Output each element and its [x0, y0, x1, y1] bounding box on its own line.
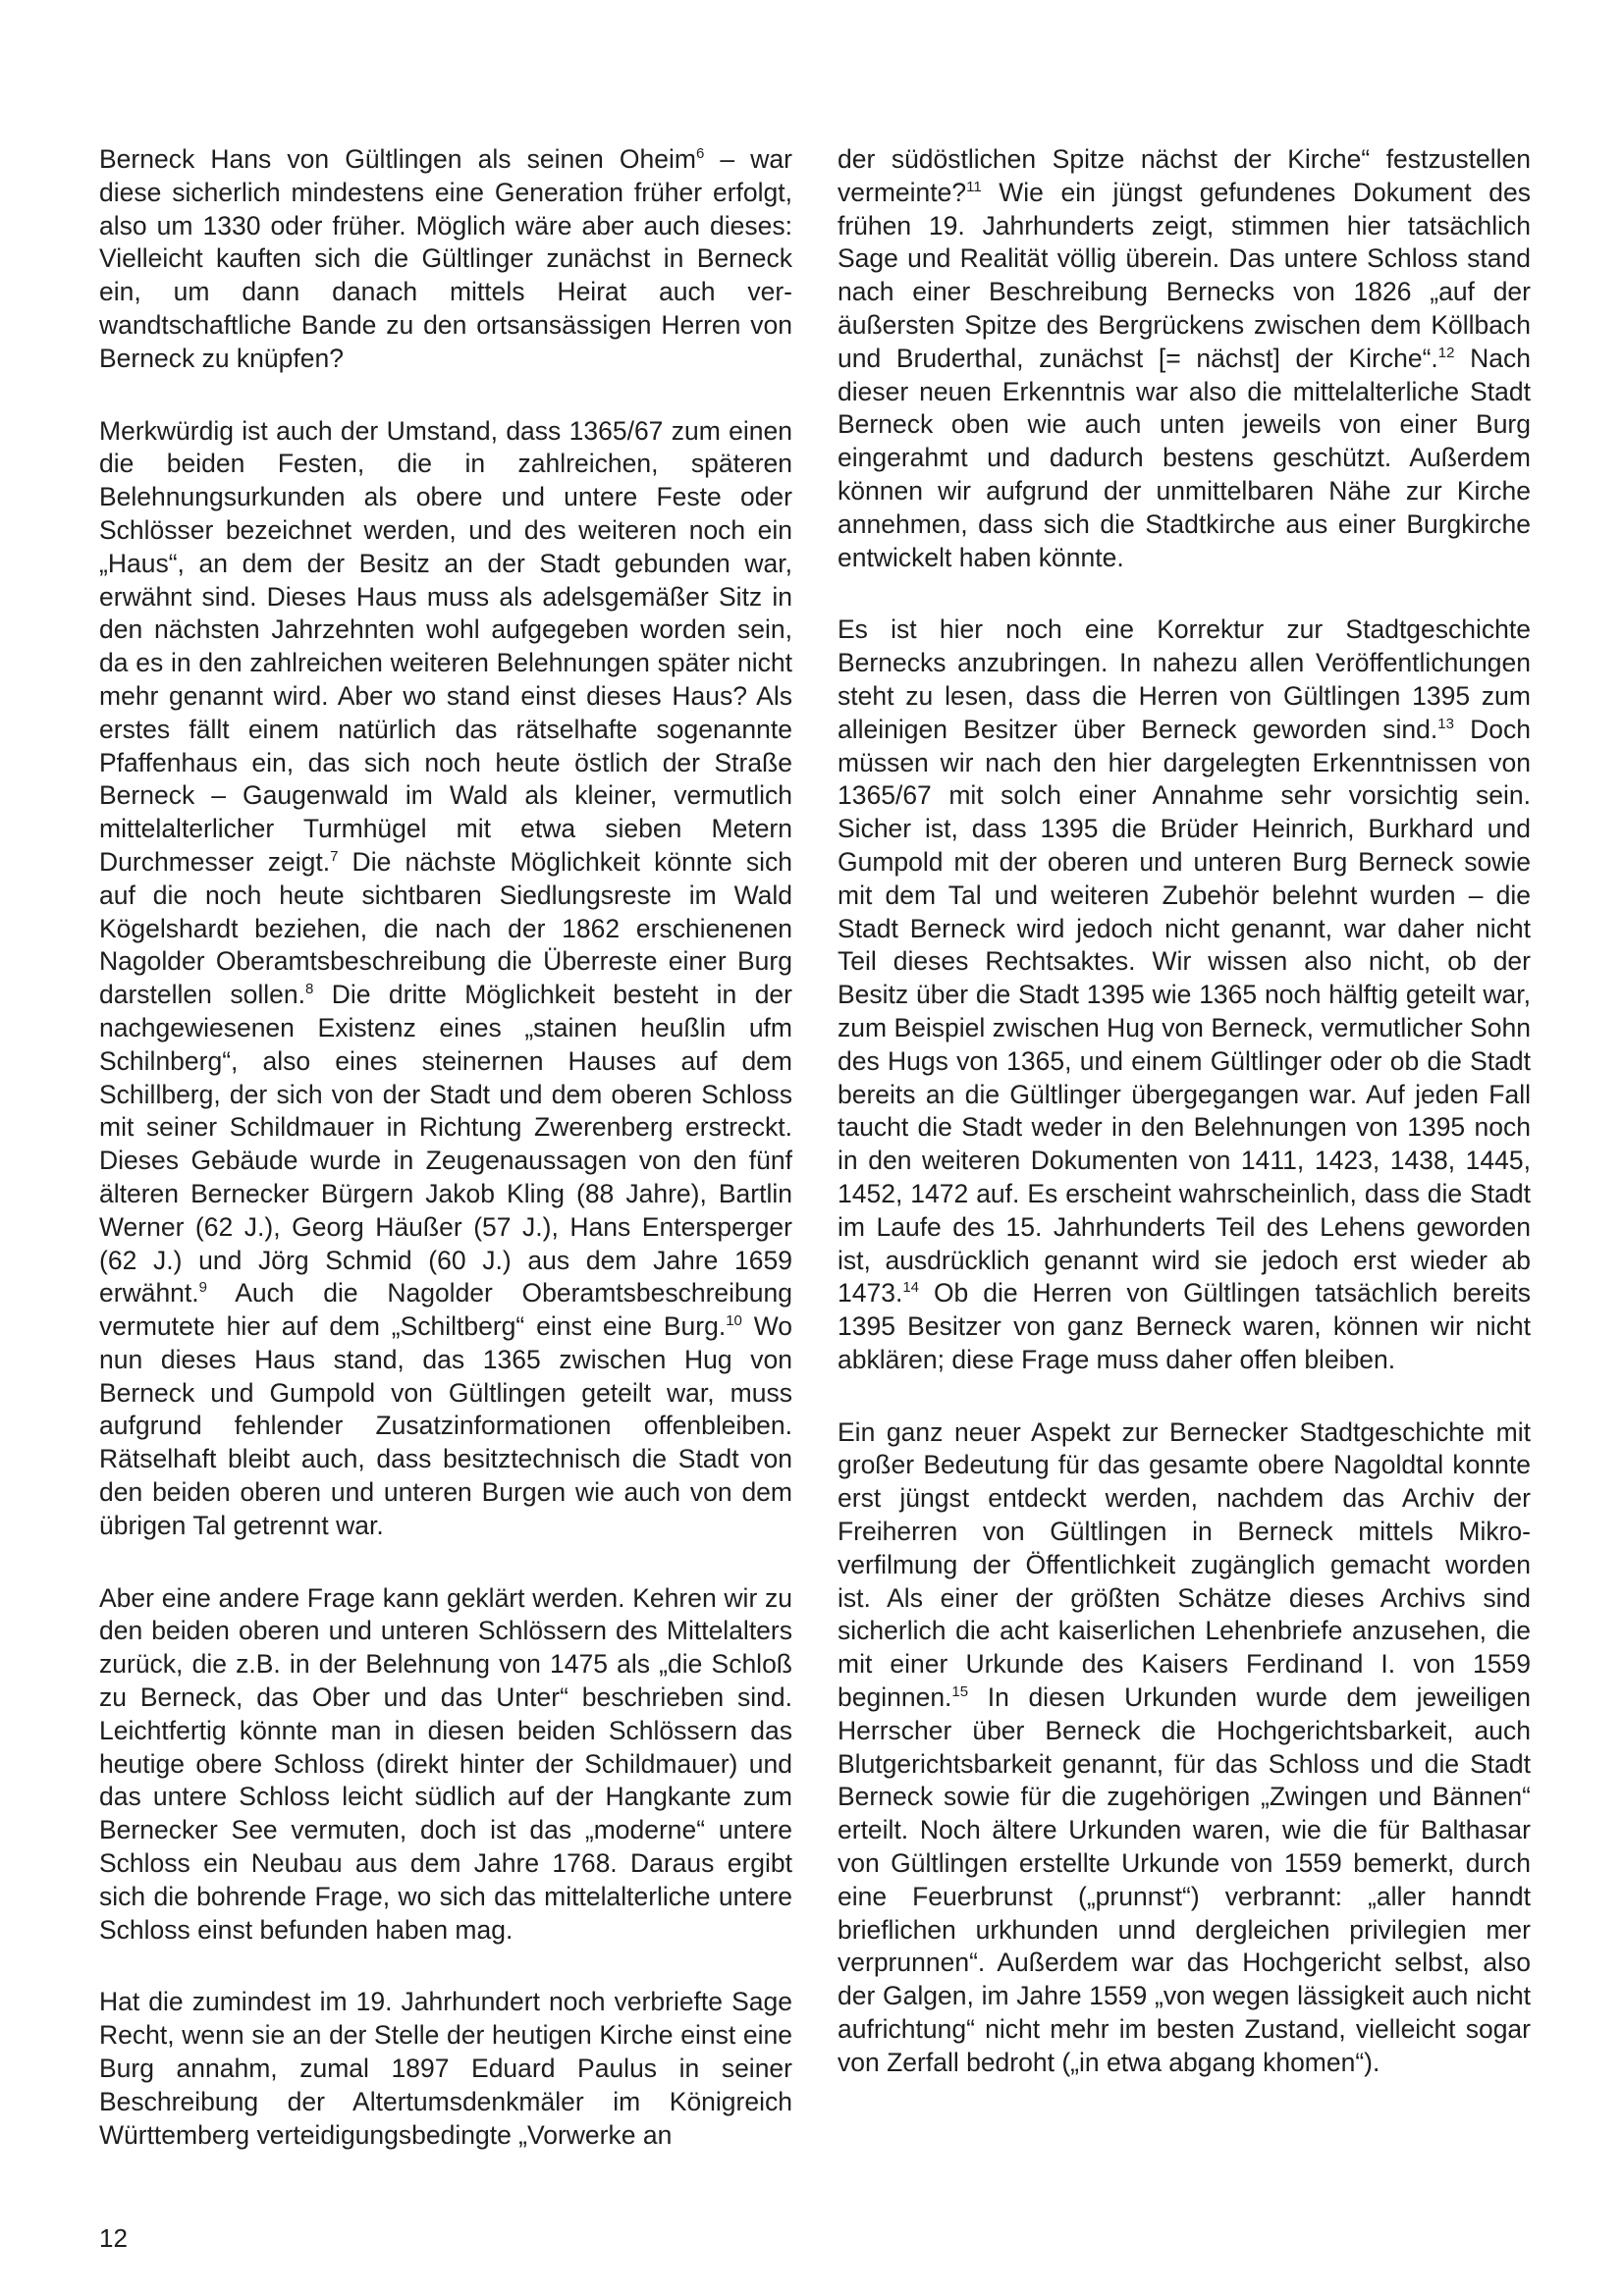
text-run: Ob die Herren von Gültlingen tatsächlich bereits 1395 Besitzer von ganz Berneck waren, können wir nicht abklären; diese Frage muss daher offen bleiben. — [838, 1278, 1531, 1374]
text-run: Die dritte Möglichkeit besteht in der nachgewiesenen Existenz eines „stainen heußlin ufm Schilnberg“, also eines steinernen Hauses auf dem Schillberg, der sich von der Stadt und dem oberen Schloss mit seiner Schildmauer in Richtung Zwerenberg erstreckt. Dieses Gebäude wurde in Zeugenaussagen von den fünf älteren Bernecker Bürgern Jakob Kling (88 Jahre), Bartlin Werner (62 J.), Georg Häußer (57 J.), Hans Entersperger (62 J.) und Jörg Schmid (60 J.) aus dem Jahre 1659 erwähnt. — [99, 980, 792, 1308]
paragraph — [99, 1582, 792, 1948]
footnote-ref: 6 — [695, 145, 705, 163]
text-run: Nach dieser neuen Erkenntnis war also die mittelalterliche Stadt Berneck oben wie auch unten jeweils von einer Burg eingerahmt und dadurch bestens geschützt. Außerdem können wir aufgrund der unmittelbaren Nähe zur Kirche annehmen, dass sich die Stadtkirche aus einer Burgkirche entwickelt haben könnte. — [838, 343, 1531, 572]
text-run: Merkwürdig ist auch der Umstand, dass 1365/67 zum einen die beiden Festen, die in zahlreichen, späteren Belehnungsurkunden als obere und untere Feste oder Schlösser bezeichnet werden, und des weiteren noch ein „Haus“, an dem der Besitz an der Stadt gebunden war, erwähnt sind. Dieses Haus muss als adelsgemäßer Sitz in den nächsten Jahrzehnten wohl aufgegeben worden sein, da es in den zahlreichen weiteren Belehnungen später nicht mehr genannt wird. Aber wo stand einst dieses Haus? Als erstes fällt einem natürlich das rätselhafte sogenannte Pfaffenhaus ein, das sich noch heute östlich der Straße Berneck – Gaugenwald im Wald als kleiner, vermutlich mittelalterlicher Turmhügel mit etwa sieben Metern Durchmesser zeigt. — [99, 415, 792, 877]
footnote-ref: 14 — [902, 1279, 920, 1297]
footnote-ref: 15 — [951, 1683, 969, 1701]
text-run: Ein ganz neuer Aspekt zur Bernecker Stadtgeschichte mit großer Bedeutung für das gesamte obere Nagoldtal konnte erst jüngst entdeckt werden, nachdem das Archiv der Freiherren von Gültlingen in Berneck mittels Mikroverfilmung der Öffentlichkeit zugänglich gemacht worden ist. Als einer der größten Schätze dieses Archivs sind sicherlich die acht kaiserlichen Lehenbriefe anzusehen, die mit einer Urkunde des Kaisers Ferdinand I. von 1559 beginnen. — [838, 1416, 1531, 1713]
text-run: Wie ein jüngst gefundenes Dokument des frühen 19. Jahrhunderts zeigt, stimmen hier tatsächlich Sage und Realität völlig überein. Das untere Schloss stand nach einer Beschreibung Bernecks von 1826 „auf der äußersten Spitze des Bergrückens zwischen dem Köllbach und Bruderthal, zunächst [= nächst] der Kirche“. — [838, 177, 1531, 373]
footnote-ref: 13 — [1437, 715, 1454, 732]
text-run: Berneck Hans von Gültlingen als seinen Oheim — [99, 144, 696, 174]
text-run: Aber eine andere Frage kann geklärt werden. Kehren wir zu den beiden oberen und unteren Schlössern des Mittelalters zurück, die z.B. in der Belehnung von 1475 als „die Schloß zu Berneck, das Ober und das Unter“ beschrieben sind. Leichtfertig könnte man in diesen beiden Schlössern das heutige obere Schloss (direkt hinter der Schildmauer) und das untere Schloss leicht südlich auf der Hangkante zum Bernecker See vermuten, doch ist das „moderne“ untere Schloss ein Neubau aus dem Jahre 1768. Daraus ergibt sich die bohrende Frage, wo sich das mittelalterliche untere Schloss einst befunden haben mag. — [99, 1582, 792, 1945]
text-run: Doch müssen wir nach den hier dargelegten Erkenntnissen von 1365/67 mit solch einer Annahme sehr vorsichtig sein. Sicher ist, dass 1395 die Brüder Heinrich, Burkhard und Gumpold mit der oberen und unteren Burg Berneck sowie mit dem Tal und weiteren Zubehör belehnt wurden – die Stadt Berneck wird jedoch nicht genannt, war daher nicht Teil dieses Rechtsaktes. Wir wissen also nicht, ob der Besitz über die Stadt 1395 wie 1365 noch hälftig geteilt war, zum Beispiel zwischen Hug von Berneck, vermutlicher Sohn des Hugs von 1365, und einem Gültlinger oder ob die Stadt bereits an die Gültlinger übergegangen war. Auf jeden Fall taucht die Stadt weder in den Belehnungen von 1395 noch in den weiteren Dokumenten von 1411, 1423, 1438, 1445, 1452, 1472 auf. Es erscheint wahrscheinlich, dass die Stadt im Laufe des 15. Jahrhunderts Teil des Lehens geworden ist, ausdrücklich genannt wird sie jedoch erst wieder ab 1473. — [838, 714, 1532, 1308]
left-column — [99, 143, 792, 2191]
text-run: Hat die zumindest im 19. Jahrhundert noch verbriefte Sage Recht, wenn sie an der Stelle der heutigen Kirche einst eine Burg annahm, zumal 1897 Eduard Paulus in seiner Beschreibung der Altertumsdenkmäler im Königreich Württemberg verteidigungsbedingte „Vorwerke an — [99, 1987, 792, 2150]
footnote-ref: 7 — [330, 848, 339, 866]
text-run: In diesen Urkunden wurde dem jeweiligen Herrscher über Berneck die Hochgerichtsbarkeit, auch Blutgerichtsbarkeit genannt, für das Schloss und die Stadt Berneck sowie für die zugehörigen „Zwingen und Bännen“ erteilt. Noch ältere Urkunden waren, wie die für Balthasar von Gültlingen erstellte Urkunde von 1559 bemerkt, durch eine Feuerbrunst („prunnst“) verbrannt: „aller hanndt brieflichen urkhunden unnd dergleichen privilegien mer verprunnen“. Außerdem war das Hochgericht selbst, also der Galgen, im Jahre 1559 „von wegen lässigkeit auch nicht aufrichtung“ nicht mehr im besten Zustand, vielleicht sogar von Zerfall bedroht („in etwa abgang khomen“). — [838, 1682, 1531, 2077]
page-number: 12 — [99, 2223, 128, 2253]
text-run: Es ist hier noch eine Korrektur zur Stadtgeschichte Bernecks anzubringen. In nahezu allen Veröffentlichungen steht zu lesen, dass die Herren von Gültlingen 1395 zum alleinigen Besitzer über Berneck geworden sind. — [838, 614, 1531, 744]
text-run: Auch die Nagolder Oberamtsbeschreibung vermutete hier auf dem „Schiltberg“ einst eine Burg. — [99, 1278, 792, 1342]
paragraph — [838, 614, 1531, 1376]
footnote-ref: 10 — [726, 1312, 742, 1330]
paragraph — [99, 143, 792, 376]
text-run: Wo nun dieses Haus stand, das 1365 zwischen Hug von Berneck und Gumpold von Gültlingen geteilt war, muss aufgrund fehlender Zusatzinformationen offenbleiben. Rätselhaft bleibt auch, dass besitztechnisch die Stadt von den beiden oberen und unteren Burgen wie auch von dem übrigen Tal getrennt war. — [99, 1311, 792, 1540]
paragraph — [99, 1986, 792, 2152]
footnote-ref: 8 — [304, 981, 314, 998]
footnote-ref: 12 — [1437, 344, 1455, 361]
paragraph — [838, 1416, 1531, 2080]
text-run: der südöstlichen Spitze nächst der Kirche“ festzustellen vermeinte? — [838, 144, 1531, 207]
paragraph — [99, 415, 792, 1543]
text-run: – war diese sicherlich mindestens eine Generation früher erfolgt, also um 1330 oder früher. Möglich wäre aber auch dieses: Vielleicht kauften sich die Gültlinger zunächst in Berneck ein, um dann danach mittels Heirat auch verwandtschaftliche Bande zu den ortsansässigen Herren von Berneck zu knüpfen? — [99, 144, 792, 373]
right-column — [838, 143, 1531, 2119]
footnote-ref: 11 — [966, 178, 982, 195]
text-run: Die nächste Möglichkeit könnte sich auf die noch heute sichtbaren Siedlungsreste im Wald Kögelshardt beziehen, die nach der 1862 erschienenen Nagolder Oberamtsbeschreibung die Überreste einer Burg darstellen sollen. — [99, 846, 792, 1010]
paragraph — [838, 143, 1531, 574]
footnote-ref: 9 — [198, 1279, 207, 1297]
